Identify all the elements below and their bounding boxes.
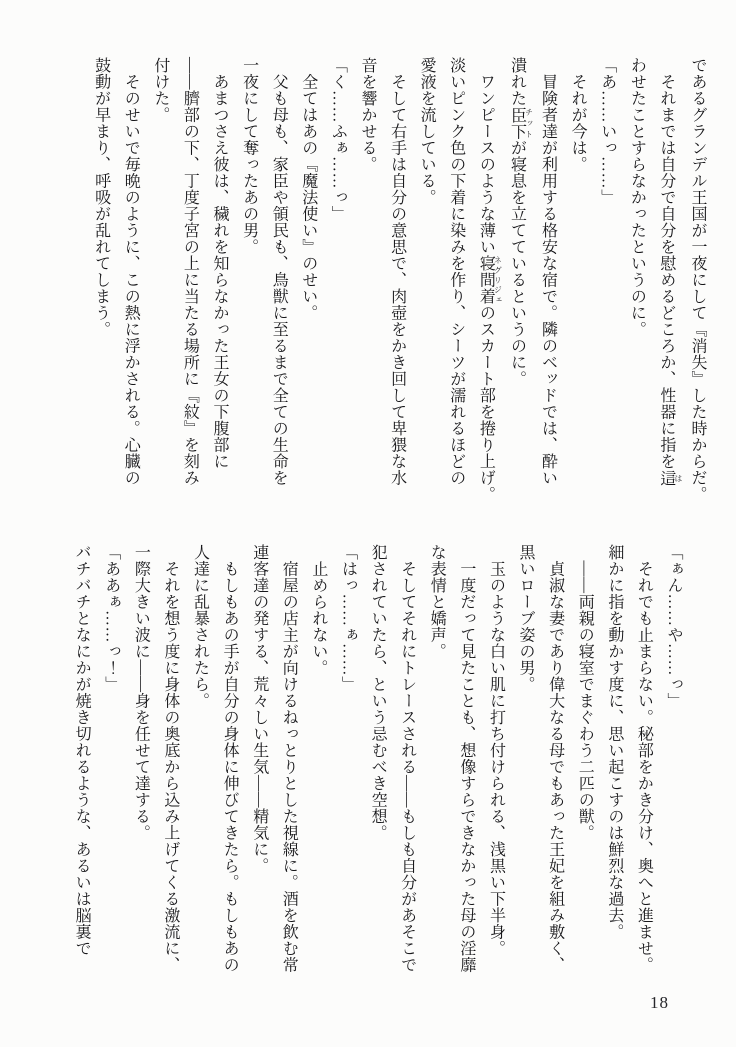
text-line: 付けた。: [151, 57, 169, 123]
ruby-annotation: [657, 469, 683, 487]
text-line: 「ああぁ……っ！」: [102, 544, 120, 693]
text-line: 細かに指を動かす度に、思い起こすのは鮮烈な過去。: [605, 544, 623, 940]
ruby-annotation: [508, 106, 534, 140]
line-segment: 潰れた: [508, 57, 526, 107]
text-line: 全てはあの『魔法使い』のせい。: [299, 57, 317, 321]
text-line: それを想う度に身体の奥底から込み上げてくる激流に、: [161, 544, 179, 973]
ruby-base: 寝間着: [477, 255, 495, 305]
text-line: 連客達の発する、荒々しい生気――精気に。: [250, 544, 268, 874]
text-line: そしてそれにトレースされる――もしも自分があそこで: [398, 544, 416, 973]
ruby-text: は: [673, 469, 683, 486]
text-line: あまつさえ彼は、穢れを知らなかった王女の下腹部に: [211, 57, 228, 470]
text-line: であるグランデル王国が一夜にして『消失』した時からだ。: [689, 57, 706, 503]
text-line: そして右手は自分の意思で、肉壺をかき回して卑猥な水: [388, 57, 406, 486]
page-number: 18: [650, 993, 669, 1012]
text-line: な表情と嬌声。: [428, 544, 446, 660]
text-line: わせたことすらなかったというのに。: [628, 57, 646, 338]
line-segment: ワンピースのような薄い: [477, 57, 495, 255]
text-line: 一夜にして奪ったあの男。: [240, 57, 258, 255]
text-line: [471, 57, 502, 521]
text-line: [651, 57, 682, 521]
ruby-annotation: [477, 255, 503, 305]
text-line: 止められない。: [309, 544, 327, 676]
text-line: 愛液を流している。: [418, 57, 436, 206]
text-line: 「あ……いっ……」: [598, 57, 616, 206]
text-line: 一際大きい波に――身を任せて達する。: [132, 544, 150, 841]
text-line: そのせいで毎晩のように、この熱に浮かされる。心臓の: [122, 57, 140, 486]
text-line: 父も母も、家臣や領民も、鳥獣に至るまで全ての生命を: [270, 57, 288, 486]
text-line: 鼓動が早まり、呼吸が乱れてしまう。: [92, 57, 110, 338]
text-line: 貞淑な妻であり偉大なる母でもあった王妃を組み敷く、: [546, 544, 564, 973]
text-line: ――臍部の下、丁度子宮の上に当たる場所に『紋』を刻み: [181, 57, 199, 486]
text-line: 音を響かせる。: [358, 57, 376, 173]
line-segment: のスカート部を捲り上げ。: [477, 304, 495, 503]
text-line: 冒険者達が利用する格安な宿で。隣のベッドでは、酔い: [539, 57, 557, 486]
text-line: 犯されていたら、という忌むべき空想。: [369, 544, 387, 841]
text-line: 「はっ……ぁ……」: [339, 544, 357, 693]
text-line: 「ぁん……や……っ」: [665, 544, 682, 709]
text-line: もしもあの手が自分の身体に伸びてきたら。もしもあの: [221, 544, 239, 973]
text-line: バチバチとなにかが焼き切れるような、あるいは脳裏で: [73, 544, 91, 957]
text-line: それでも止まらない。秘部をかき分け、奥へと進ませ。: [635, 544, 653, 973]
line-segment: が寝息を立てているというのに。: [508, 139, 526, 387]
text-line: 宿屋の店主が向けるねっとりとした視線に。酒を飲む常: [280, 544, 298, 973]
ruby-text: チット: [524, 106, 534, 140]
ruby-text: ネグリジェ: [493, 255, 503, 305]
ruby-base: 這: [657, 469, 675, 486]
paragraph-block-top: [86, 57, 712, 521]
paragraph-block-bottom: [67, 544, 688, 1006]
text-line: 「く……ふぁ……っ」: [329, 57, 347, 222]
text-line: ――両親の寝室でまぐわう二匹の獣。: [576, 544, 594, 841]
text-line: それが今は。: [569, 57, 587, 173]
text-line: 一度だって見たことも、想像すらできなかった母の淫靡: [457, 544, 475, 973]
text-line: 淡いピンク色の下着に染みを作り、シーツが濡れるほどの: [447, 57, 465, 486]
text-line: 人達に乱暴されたら。: [191, 544, 209, 709]
text-line: 玉のような白い肌に打ち付けられる、浅黒い下半身。: [487, 544, 505, 957]
ruby-base: 臣下: [508, 106, 526, 140]
line-segment: それまでは自分で自分を慰めるどころか、性器に指を: [657, 57, 675, 470]
text-line: 黒いローブ姿の男。: [517, 544, 535, 693]
text-line: [502, 57, 533, 521]
